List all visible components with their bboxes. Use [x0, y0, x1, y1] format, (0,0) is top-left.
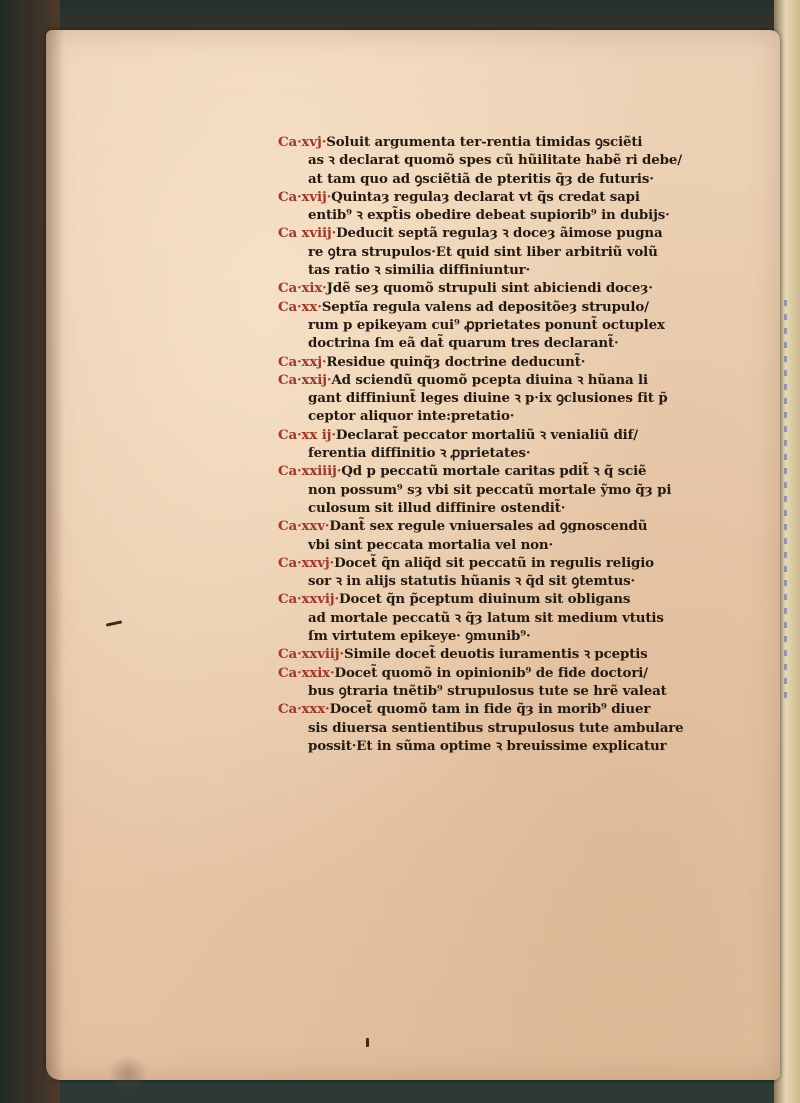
chapter-number: Ca·xxx·: [278, 701, 330, 718]
chapter-number: Ca xviij·: [278, 225, 337, 242]
chapter-entry: [278, 298, 798, 353]
chapter-entry: [278, 188, 798, 225]
chapter-summary: Septĩa regula valens ad depositõeȝ strupulo/ rum p epikeyam cui⁹ ꝓprietates ponunt̃ octuplex doctrina ſm eã dat̃ quarum tres declarant̃·: [308, 298, 665, 352]
chapter-summary: Soluit argumenta ter-rentia timidas ꝯsciẽti as ꝛ declarat quomõ spes cũ hũilitate habẽ ri debe/ at tam quo ad ꝯsciẽtiã de pteritis q̃ȝ de futuris·: [308, 134, 682, 187]
chapter-summary: Residue quinq̃ȝ doctrine deducunt̃·: [326, 353, 586, 370]
manuscript-page: [46, 30, 780, 1080]
chapter-summary: Simile docet̃ deuotis iuramentis ꝛ pceptis: [343, 646, 648, 663]
chapter-number: Ca·xxij·: [278, 371, 332, 388]
chapter-entry: [278, 590, 798, 645]
chapter-entry: [278, 645, 798, 663]
chapter-entry: [278, 664, 798, 701]
chapter-number: Ca·xx ij·: [278, 426, 336, 443]
chapter-number: Ca·xvij·: [278, 188, 332, 205]
chapter-number: Ca·xxvij·: [278, 591, 339, 608]
chapter-summary: Deducit septã regulaȝ ꝛ doceȝ ãimose pugna re ꝯtra strupulos·Et quid sint liber arbitriũ volũ tas ratio ꝛ similia diffiniuntur·: [308, 225, 663, 279]
chapter-summary: Qd p peccatũ mortale caritas pdit̃ ꝛ q̃ sciẽ non possum⁹ sȝ vbi sit peccatũ mortale ỹmo q̃ȝ pi culosum sit illud diffinire ostendit̃·: [308, 463, 672, 516]
chapter-list: [278, 133, 798, 755]
chapter-entry: [278, 279, 798, 297]
chapter-number: Ca·xvj·: [278, 134, 327, 150]
chapter-number: Ca·xx·: [278, 298, 322, 315]
chapter-summary: Quintaȝ regulaȝ declarat vt q̃s credat sapi entib⁹ ꝛ expt̃is obedire debeat supiorib⁹ in dubijs·: [308, 188, 670, 224]
chapter-entry: [278, 426, 798, 463]
chapter-entry: [278, 371, 798, 426]
chapter-summary: Docet̃ quomõ in opinionib⁹ de fide doctori/ bus ꝯtraria tnẽtib⁹ strupulosus tute se hrẽ valeat: [308, 664, 667, 699]
chapter-entry: [278, 133, 798, 188]
chapter-summary: Dant̃ sex regule vniuersales ad ꝯgnoscendũ vbi sint peccata mortalia vel non·: [308, 518, 648, 553]
chapter-entry: [278, 462, 798, 517]
chapter-summary: Ad sciendũ quomõ pcepta diuina ꝛ hũana li gant diffiniunt̃ leges diuine ꝛ p·ix ꝯclusiones fit p̃ ceptor aliquor inte:pretatio·: [308, 371, 668, 425]
chapter-summary: Docet̃ quomõ tam in fide q̃ȝ in morib⁹ diuer sis diuersa sentientibus strupulosus tute ambulare possit·Et in sũma optime ꝛ breuissime explicatur: [308, 701, 684, 754]
margin-mark: [106, 620, 122, 626]
chapter-number: Ca·xxviij·: [278, 646, 344, 663]
paper-stain: [108, 1055, 148, 1095]
chapter-entry: [278, 517, 798, 554]
chapter-summary: Docet̃ q̃n aliq̃d sit peccatũ in regulis religio sor ꝛ in alijs statutis hũanis ꝛ q̃d sit ꝯtemtus·: [308, 554, 654, 590]
chapter-entry: [278, 353, 798, 371]
chapter-entry: [278, 554, 798, 591]
chapter-number: Ca·xxiiij·: [278, 463, 342, 480]
chapter-summary: Docet q̃n p̃ceptum diuinum sit obligans ad mortale peccatũ ꝛ q̃ȝ latum sit medium vtutis ſm virtutem epikeye· ꝯmunib⁹·: [308, 591, 664, 645]
chapter-summary: Declarat̃ peccator mortaliũ ꝛ venialiũ dif/ ferentia diffinitio ꝛ ꝓprietates·: [308, 426, 638, 462]
chapter-number: Ca·xxj·: [278, 353, 327, 370]
chapter-number: Ca·xix·: [278, 280, 327, 297]
chapter-entry: [278, 224, 798, 279]
chapter-number: Ca·xxix·: [278, 664, 335, 681]
chapter-entry: [278, 700, 798, 755]
chapter-summary: Jdẽ seȝ quomõ strupuli sint abiciendi doceȝ·: [326, 280, 653, 297]
chapter-number: Ca·xxv·: [278, 518, 330, 535]
page-mark: [366, 1038, 369, 1047]
chapter-number: Ca·xxvj·: [278, 554, 335, 571]
